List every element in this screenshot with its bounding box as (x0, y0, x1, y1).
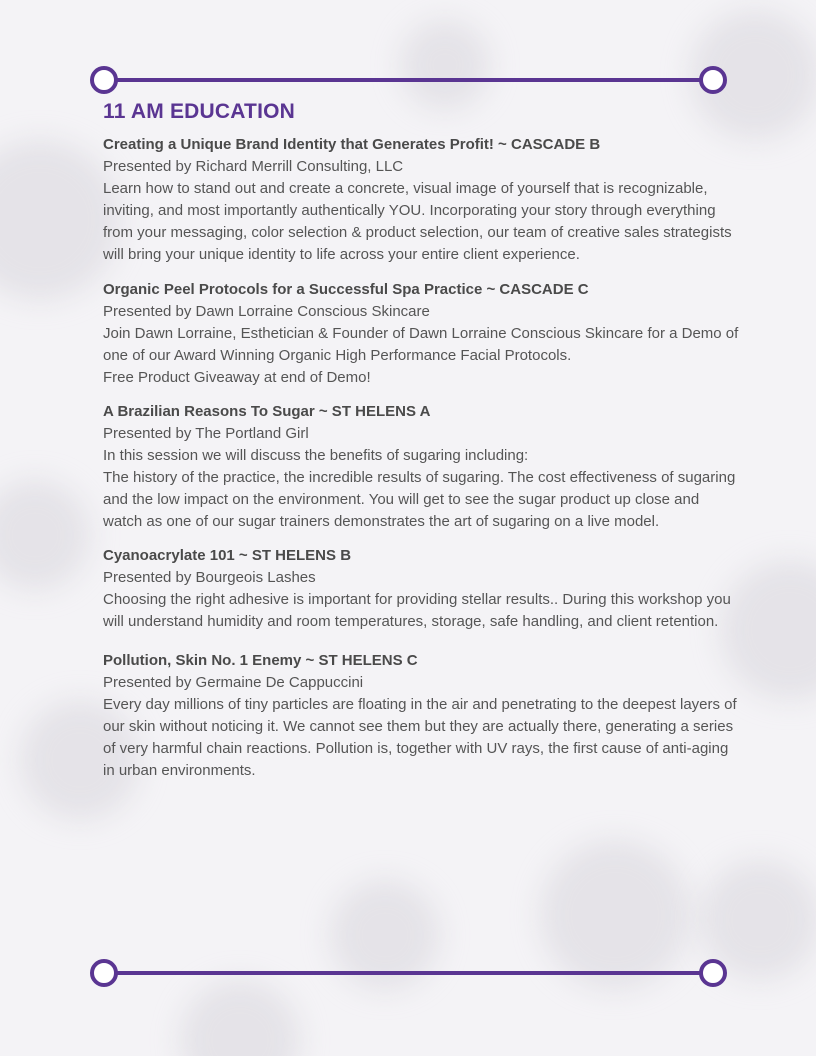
description-paragraph: Choosing the right adhesive is important for providing stellar results.. During this workshop you will understand humidity and room temperatures, storage, safe handling, and client retention. (103, 591, 731, 630)
description-paragraph: Free Product Giveaway at end of Demo! (103, 369, 371, 386)
session-entry (103, 279, 739, 389)
divider-ring-left (90, 66, 118, 94)
session-description (103, 445, 739, 533)
session-description (103, 694, 739, 782)
session-entry (103, 134, 739, 266)
divider-line (104, 971, 713, 975)
session-title: Creating a Unique Brand Identity that Generates Profit! ~ CASCADE B (103, 136, 601, 153)
top-divider (90, 66, 727, 94)
session-title: A Brazilian Reasons To Sugar ~ ST HELENS A (103, 403, 431, 420)
section-heading: 11 AM EDUCATION (103, 100, 296, 123)
session-entry (103, 545, 739, 633)
description-paragraph: Every day millions of tiny particles are floating in the air and penetrating to the deepest layers of our skin without noticing it. We cannot see them but they are actually there, generating a series of very harmful chain reactions. Pollution is, together with UV rays, the first cause of anti-aging in urban environments. (103, 696, 737, 779)
session-presenter: Presented by Germaine De Cappuccini (103, 674, 364, 691)
divider-ring-right (699, 959, 727, 987)
session-presenter: Presented by Dawn Lorraine Conscious Skincare (103, 303, 430, 320)
session-entry (103, 650, 739, 782)
session-description (103, 589, 739, 633)
education-schedule (103, 98, 739, 782)
divider-ring-right (699, 66, 727, 94)
session-presenter: Presented by Richard Merrill Consulting, LLC (103, 158, 404, 175)
description-paragraph: The history of the practice, the incredible results of sugaring. The cost effectiveness of sugaring and the low impact on the environment. You will get to see the sugar product up close and watch as one of our sugar trainers demonstrates the art of sugaring on a live model. (103, 469, 736, 530)
description-paragraph: Learn how to stand out and create a concrete, visual image of yourself that is recognizable, inviting, and most importantly authentically YOU. Incorporating your story through everything from your messaging, color selection & product selection, our team of creative sales strategists will bring your unique identity to life across your entire client experience. (103, 180, 732, 263)
description-paragraph: In this session we will discuss the benefits of sugaring including: (103, 447, 529, 464)
session-description (103, 323, 739, 389)
session-entry (103, 401, 739, 533)
session-presenter: Presented by Bourgeois Lashes (103, 569, 316, 586)
session-title: Organic Peel Protocols for a Successful Spa Practice ~ CASCADE C (103, 281, 589, 298)
divider-line (104, 78, 713, 82)
session-presenter: Presented by The Portland Girl (103, 425, 309, 442)
description-paragraph: Join Dawn Lorraine, Esthetician & Founder of Dawn Lorraine Conscious Skincare for a Demo of one of our Award Winning Organic High Performance Facial Protocols. (103, 325, 739, 364)
session-title: Cyanoacrylate 101 ~ ST HELENS B (103, 547, 352, 564)
session-description (103, 178, 739, 266)
divider-ring-left (90, 959, 118, 987)
bottom-divider (90, 959, 727, 987)
session-title: Pollution, Skin No. 1 Enemy ~ ST HELENS C (103, 652, 418, 669)
